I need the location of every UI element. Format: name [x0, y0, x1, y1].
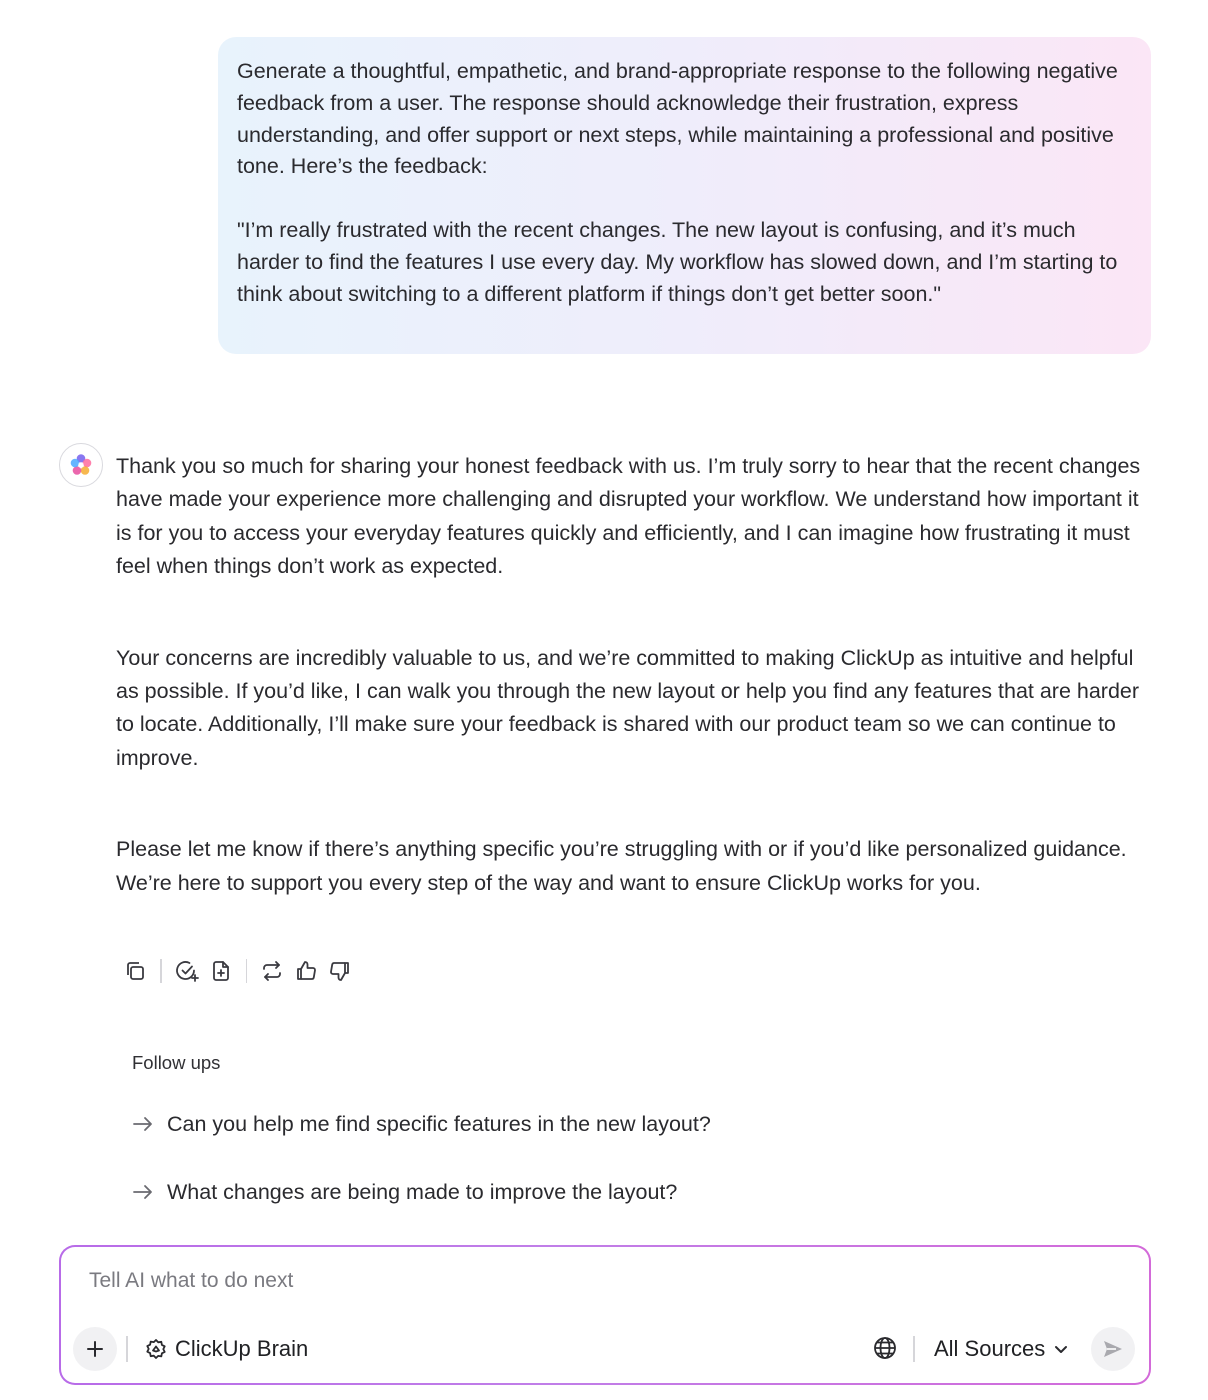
message-actions-toolbar — [118, 955, 357, 987]
toolbar-divider — [160, 959, 162, 983]
add-attachment-button[interactable] — [73, 1327, 117, 1371]
create-doc-icon — [209, 959, 233, 983]
chevron-down-icon — [1053, 1341, 1069, 1357]
followup-item-label: Can you help me find specific features in the new layout? — [167, 1111, 711, 1136]
followup-item-label: What changes are being made to improve the layout? — [167, 1179, 678, 1204]
clickup-brain-logo-icon — [68, 452, 94, 478]
user-message-bubble — [218, 37, 1151, 354]
arrow-right-icon — [132, 1116, 154, 1132]
followup-item[interactable] — [132, 1108, 711, 1140]
plus-icon — [85, 1339, 105, 1359]
copy-button[interactable] — [118, 955, 152, 987]
globe-icon — [872, 1335, 898, 1361]
followups-title: Follow ups — [132, 1052, 221, 1073]
sources-label: All Sources — [934, 1336, 1046, 1361]
composer-body — [61, 1247, 1149, 1383]
thumbs-down-button[interactable] — [323, 955, 357, 987]
arrow-right-icon — [132, 1184, 154, 1200]
send-icon — [1101, 1337, 1125, 1361]
copy-icon — [123, 959, 147, 983]
ai-composer — [59, 1245, 1151, 1385]
brain-label: ClickUp Brain — [175, 1336, 309, 1361]
ai-response-paragraph-2: Your concerns are incredibly valuable to us, and we’re committed to making ClickUp as intuitive and helpful as possible. If you’d like, I can walk you through the new layout or help you find any features that are harder to locate. Additionally, I’ll make sure your feedback is shared with our product team so we can continue to improve. — [116, 645, 1140, 770]
ai-avatar — [59, 443, 103, 487]
thumbs-up-icon — [294, 959, 318, 983]
ai-response — [116, 450, 1146, 900]
brain-gear-icon — [145, 1338, 167, 1360]
regenerate-button[interactable] — [255, 955, 289, 987]
composer-divider — [913, 1336, 915, 1362]
prompt-input[interactable] — [89, 1269, 889, 1293]
ai-response-paragraph-1: Thank you so much for sharing your honest feedback with us. I’m truly sorry to hear that the recent changes have made your experience more challenging and disrupted your workflow. We understand how important it is for you to access your everyday features quickly and efficiently, and I can imagine how frustrating it must feel when things don’t work as expected. — [116, 454, 1141, 579]
sources-dropdown[interactable] — [934, 1333, 1069, 1365]
followup-item[interactable] — [132, 1176, 677, 1208]
web-search-toggle[interactable] — [872, 1335, 898, 1361]
create-task-icon — [174, 958, 200, 984]
toolbar-divider — [246, 959, 248, 983]
create-doc-button[interactable] — [204, 955, 238, 987]
user-message-paragraph: Generate a thoughtful, empathetic, and brand-appropriate response to the following negative feedback from a user. The response should acknowledge their frustration, express understanding, and offer support or next steps, while maintaining a professional and positive tone. Here’s the feedback: — [237, 59, 1118, 179]
user-message-quote: "I’m really frustrated with the recent changes. The new layout is confusing, and it’s much harder to find the features I use every day. My workflow has slowed down, and I’m starting to think about switching to a different platform if things don’t get better soon." — [237, 217, 1118, 306]
thumbs-up-button[interactable] — [289, 955, 323, 987]
create-task-button[interactable] — [170, 955, 204, 987]
send-button[interactable] — [1091, 1327, 1135, 1371]
ai-response-paragraph-3: Please let me know if there’s anything specific you’re struggling with or if you’d like personalized guidance. We’re here to support you every step of the way and want to ensure ClickUp works for you. — [116, 837, 1127, 895]
thumbs-down-icon — [328, 959, 352, 983]
regenerate-icon — [260, 959, 284, 983]
composer-divider — [126, 1336, 128, 1362]
clickup-brain-selector[interactable] — [145, 1333, 308, 1365]
